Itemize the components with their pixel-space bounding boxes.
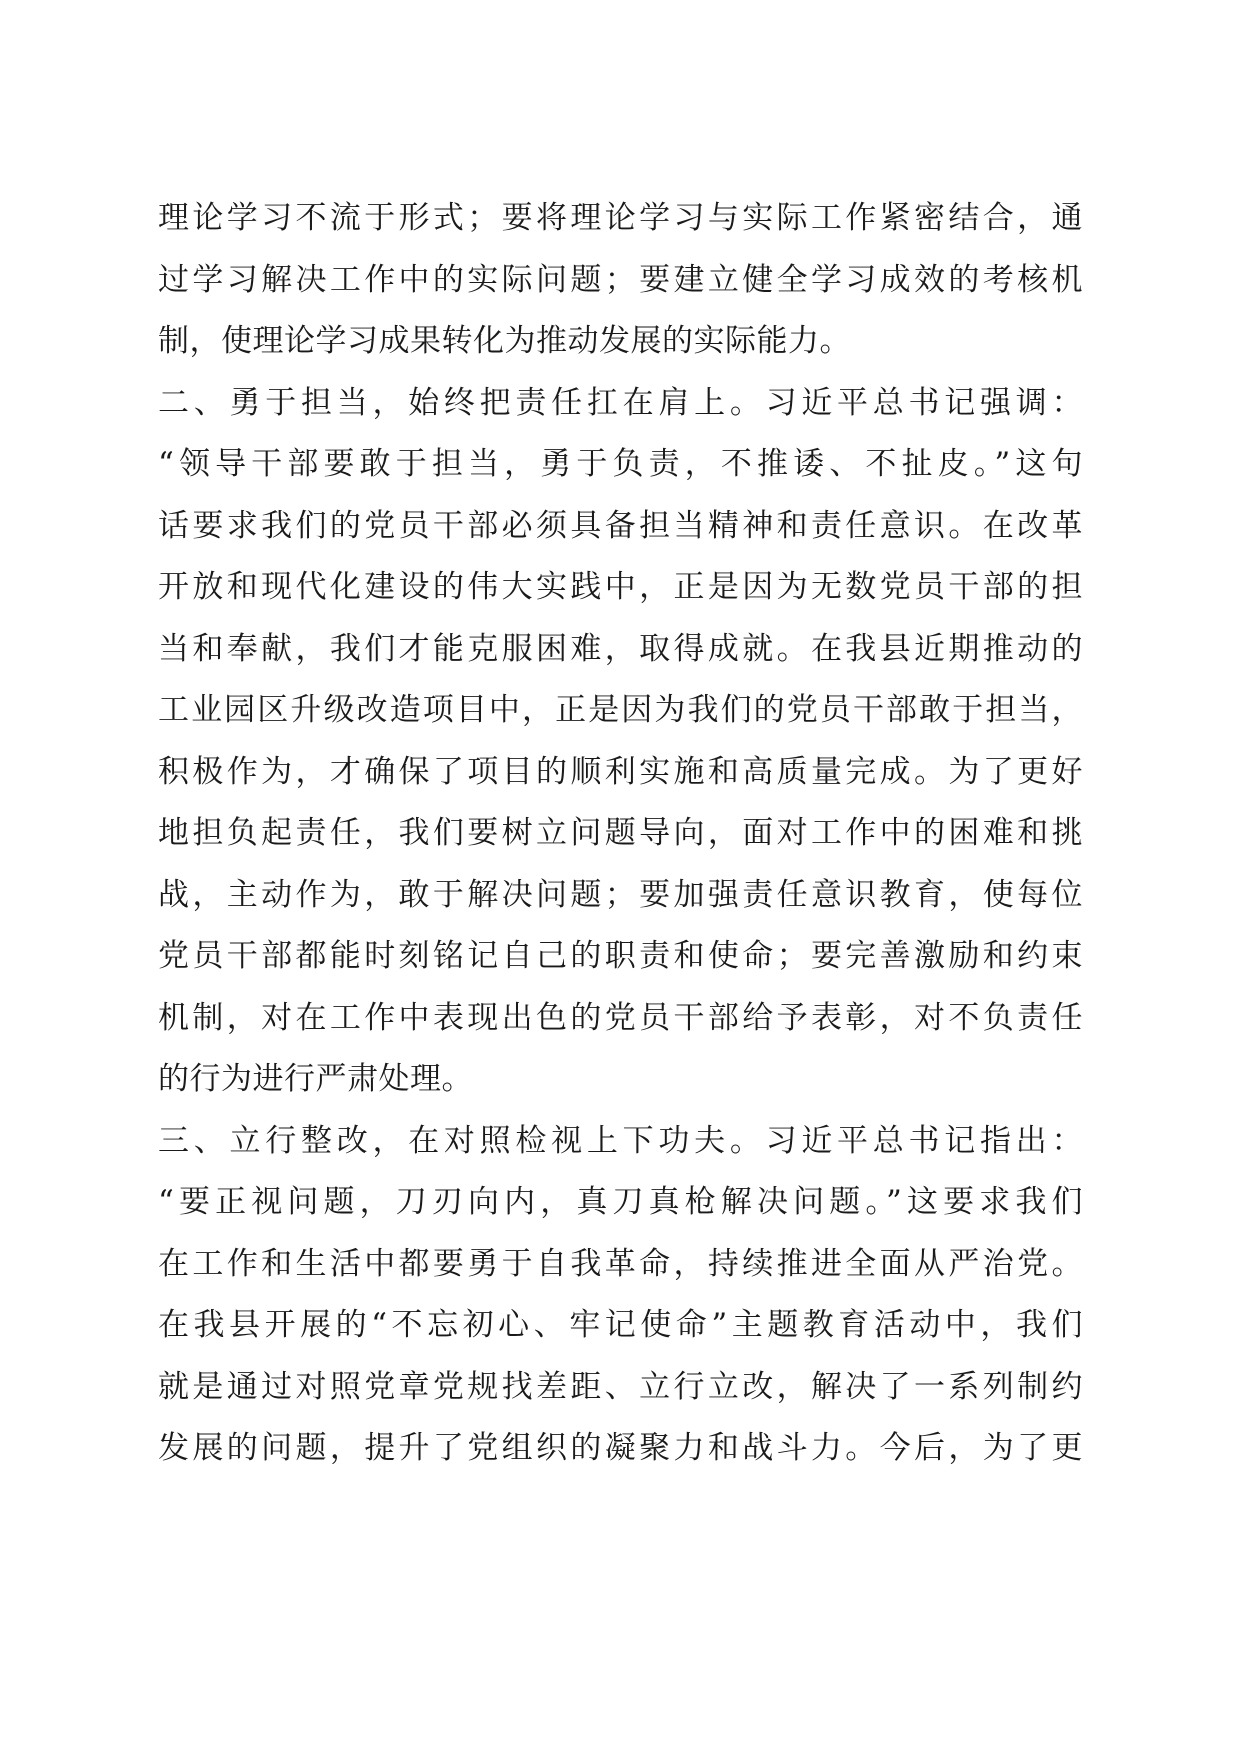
document-body <box>158 188 1083 1480</box>
section-heading-line: 二、勇于担当，始终把责任扛在肩上。习近平总书记强调： <box>158 384 1083 421</box>
text-line: 的行为进行严肃处理。 <box>158 1061 473 1097</box>
text-line: 理论学习不流于形式；要将理论学习与实际工作紧密结合，通 <box>158 200 1083 236</box>
text-line: 开放和现代化建设的伟大实践中，正是因为无数党员干部的担 <box>158 569 1083 605</box>
text-line: 地担负起责任，我们要树立问题导向，面对工作中的困难和挑 <box>158 815 1083 851</box>
text-line: 制，使理论学习成果转化为推动发展的实际能力。 <box>158 323 851 359</box>
text-line: 机制，对在工作中表现出色的党员干部给予表彰，对不负责任 <box>158 999 1083 1036</box>
text-line: 积极作为，才确保了项目的顺利实施和高质量完成。为了更好 <box>158 753 1083 790</box>
text-line: “领导干部要敢于担当，勇于负责，不推诿、不扯皮。”这句 <box>158 446 1083 482</box>
text-line: 战，主动作为，敢于解决问题；要加强责任意识教育，使每位 <box>158 876 1083 913</box>
text-line: 在我县开展的“不忘初心、牢记使命”主题教育活动中，我们 <box>158 1307 1083 1343</box>
text-line: 话要求我们的党员干部必须具备担当精神和责任意识。在改革 <box>158 507 1083 544</box>
text-line: 党员干部都能时刻铭记自己的职责和使命；要完善激励和约束 <box>158 938 1083 974</box>
text-line: 就是通过对照党章党规找差距、立行立改，解决了一系列制约 <box>158 1368 1083 1405</box>
section-heading-line: 三、立行整改，在对照检视上下功夫。习近平总书记指出： <box>158 1122 1083 1159</box>
text-line: 发展的问题，提升了党组织的凝聚力和战斗力。今后，为了更 <box>158 1430 1083 1466</box>
text-line: 过学习解决工作中的实际问题；要建立健全学习成效的考核机 <box>158 261 1083 298</box>
text-line: “要正视问题，刀刃向内，真刀真枪解决问题。”这要求我们 <box>158 1184 1083 1220</box>
text-line: 工业园区升级改造项目中，正是因为我们的党员干部敢于担当， <box>158 692 1083 728</box>
text-line: 在工作和生活中都要勇于自我革命，持续推进全面从严治党。 <box>158 1245 1083 1282</box>
text-line: 当和奉献，我们才能克服困难，取得成就。在我县近期推动的 <box>158 630 1083 667</box>
